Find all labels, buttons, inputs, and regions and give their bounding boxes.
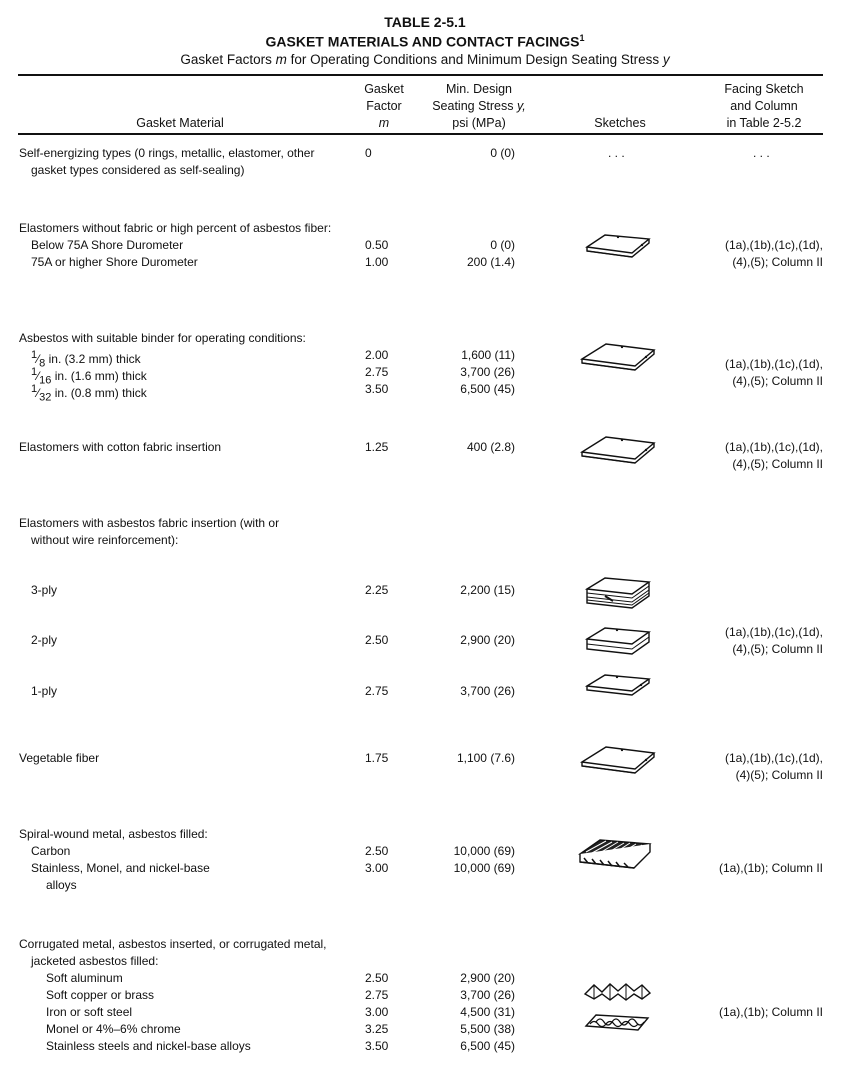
elast-row-2-y: 200 (1.4) xyxy=(466,255,515,269)
corr-row-2-label: Soft copper or brass xyxy=(46,988,155,1002)
corr-facing: (1a),(1b); Column II xyxy=(718,1005,823,1019)
asbfab-line-2: without wire reinforcement): xyxy=(31,533,179,547)
veg-label: Vegetable fiber xyxy=(19,751,100,765)
header-facing-1: Facing Sketch xyxy=(724,82,804,96)
subtitle-mid: for Operating Conditions and Minimum Design Seating Stress xyxy=(286,52,663,67)
asb-row-2-y: 3,700 (26) xyxy=(460,365,515,379)
spiral-row-2-label: Stainless, Monel, and nickel-base xyxy=(31,861,210,875)
table-title xyxy=(0,33,850,50)
asb-row-3-y: 6,500 (45) xyxy=(460,382,515,396)
header-rule xyxy=(18,133,823,135)
asb-row-3-text: in. (0.8 mm) thick xyxy=(51,386,147,400)
spiral-facing: (1a),(1b); Column II xyxy=(718,861,823,875)
self-facing: . . . xyxy=(753,146,770,160)
flat-gasket-sketch xyxy=(585,229,655,261)
asb-row-1-label: $^1⁄_8$ in. (3.2 mm) thick xyxy=(31,349,141,370)
header-facing-3: in Table 2-5.2 xyxy=(726,116,802,130)
asb-row-2-den: 16 xyxy=(39,374,52,387)
asb-row-3-label: $^1⁄_{32}$ in. (0.8 mm) thick xyxy=(31,383,147,404)
footnote-mark: 1 xyxy=(579,33,585,43)
self-y: 0 (0) xyxy=(490,146,515,160)
asb-title: Asbestos with suitable binder for operating conditions: xyxy=(19,331,306,345)
subtitle-m: m xyxy=(275,52,287,67)
asb-facing-1: (1a),(1b),(1c),(1d), xyxy=(724,357,823,371)
asbfab-row-1-y: 2,200 (15) xyxy=(460,583,515,597)
header-factor-1: Gasket xyxy=(364,82,404,96)
asb-row-2-label: $^1⁄_{16}$ in. (1.6 mm) thick xyxy=(31,366,147,387)
veg-facing-2: (4)(5); Column II xyxy=(735,768,823,782)
header-stress-2-y: y, xyxy=(516,99,526,113)
header-material: Gasket Material xyxy=(136,116,224,130)
veg-m: 1.75 xyxy=(365,751,389,765)
asb-row-3-den: 32 xyxy=(39,391,52,404)
header-factor-2: Factor xyxy=(366,99,402,113)
corr-row-5-y: 6,500 (45) xyxy=(460,1039,515,1053)
cotton-facing-1: (1a),(1b),(1c),(1d), xyxy=(724,440,823,454)
asbfab-facing-1: (1a),(1b),(1c),(1d), xyxy=(724,625,823,639)
spiral-wound-gasket-sketch xyxy=(578,834,660,872)
header-facing-2: and Column xyxy=(730,99,798,113)
table-subtitle xyxy=(0,52,850,67)
self-m: 0 xyxy=(365,146,372,160)
asb-row-2-m: 2.75 xyxy=(365,365,389,379)
asbfab-row-3-y: 3,700 (26) xyxy=(460,684,515,698)
asb-row-2-num: 1 xyxy=(31,366,38,378)
asb-row-1-num: 1 xyxy=(31,349,38,361)
self-line-2: gasket types considered as self-sealing) xyxy=(31,163,245,177)
asbfab-row-2-label: 2-ply xyxy=(31,633,58,647)
spiral-row-1-label: Carbon xyxy=(31,844,71,858)
header-stress-2 xyxy=(420,98,538,114)
corr-row-3-label: Iron or soft steel xyxy=(46,1005,133,1019)
corr-row-3-y: 4,500 (31) xyxy=(460,1005,515,1019)
asbfab-row-1-m: 2.25 xyxy=(365,583,389,597)
table-number: TABLE 2-5.1 xyxy=(384,14,466,30)
corr-row-5-label: Stainless steels and nickel-base alloys xyxy=(46,1039,251,1053)
asbfab-row-1-label: 3-ply xyxy=(31,583,58,597)
subtitle-pre: Gasket Factors xyxy=(180,52,276,67)
corr-line-2: jacketed asbestos filled: xyxy=(31,954,159,968)
cotton-m: 1.25 xyxy=(365,440,389,454)
veg-y: 1,100 (7.6) xyxy=(456,751,515,765)
subtitle-y: y xyxy=(662,52,670,67)
corr-row-4-y: 5,500 (38) xyxy=(460,1022,515,1036)
corr-row-1-m: 2.50 xyxy=(365,971,389,985)
asbfab-row-2-m: 2.50 xyxy=(365,633,389,647)
table-title-text: GASKET MATERIALS AND CONTACT FACINGS xyxy=(265,33,580,50)
elast-title: Elastomers without fabric or high percent of asbestos fiber: xyxy=(19,221,332,235)
self-sketch: . . . xyxy=(608,146,625,160)
elast-row-1-label: Below 75A Shore Durometer xyxy=(31,238,184,252)
asb-row-2-text: in. (1.6 mm) thick xyxy=(51,369,147,383)
corr-line-1: Corrugated metal, asbestos inserted, or corrugated metal, xyxy=(19,937,327,951)
corrugated-gasket-sketch xyxy=(582,980,654,1004)
asb-row-1-y: 1,600 (11) xyxy=(461,348,515,362)
header-stress-1: Min. Design xyxy=(446,82,512,96)
spiral-row-1-m: 2.50 xyxy=(365,844,389,858)
spiral-row-2-y: 10,000 (69) xyxy=(453,861,515,875)
spiral-row-2-cont: alloys xyxy=(46,878,77,892)
asbfab-row-2-y: 2,900 (20) xyxy=(460,633,515,647)
elast-row-2-label: 75A or higher Shore Durometer xyxy=(31,255,198,269)
two-ply-gasket-sketch xyxy=(585,625,655,657)
jacketed-corrugated-gasket-sketch xyxy=(582,1010,654,1034)
elast-facing-2: (4),(5); Column II xyxy=(732,255,823,269)
corr-row-4-label: Monel or 4%–6% chrome xyxy=(46,1022,181,1036)
corr-row-1-label: Soft aluminum xyxy=(46,971,123,985)
corr-row-1-y: 2,900 (20) xyxy=(460,971,515,985)
asb-row-1-m: 2.00 xyxy=(365,348,389,362)
spiral-row-1-y: 10,000 (69) xyxy=(453,844,515,858)
veg-facing-1: (1a),(1b),(1c),(1d), xyxy=(724,751,823,765)
corr-row-3-m: 3.00 xyxy=(365,1005,389,1019)
cotton-y: 400 (2.8) xyxy=(466,440,515,454)
asb-row-1-text: in. (3.2 mm) thick xyxy=(45,352,141,366)
spiral-title: Spiral-wound metal, asbestos filled: xyxy=(19,827,208,841)
corr-row-4-m: 3.25 xyxy=(365,1022,389,1036)
elast-facing-1: (1a),(1b),(1c),(1d), xyxy=(724,238,823,252)
asbfab-row-3-m: 2.75 xyxy=(365,684,389,698)
asb-facing-2: (4),(5); Column II xyxy=(732,374,823,388)
cotton-label: Elastomers with cotton fabric insertion xyxy=(19,440,222,454)
spiral-row-2-m: 3.00 xyxy=(365,861,389,875)
header-factor-3: m xyxy=(378,116,390,130)
flat-gasket-sketch xyxy=(580,433,660,467)
corr-row-2-y: 3,700 (26) xyxy=(460,988,515,1002)
three-ply-gasket-sketch xyxy=(585,575,655,611)
flat-gasket-sketch xyxy=(580,340,660,374)
asb-row-1-den: 8 xyxy=(39,357,46,370)
elast-row-1-m: 0.50 xyxy=(365,238,389,252)
header-stress-3: psi (MPa) xyxy=(452,116,506,130)
asbfab-row-3-label: 1-ply xyxy=(31,684,58,698)
self-line-1: Self-energizing types (0 rings, metallic, elastomer, other xyxy=(19,146,315,160)
asbfab-line-1: Elastomers with asbestos fabric insertion (with or xyxy=(19,516,280,530)
header-stress-2-text: Seating Stress xyxy=(432,99,514,113)
asb-row-3-m: 3.50 xyxy=(365,382,389,396)
elast-row-2-m: 1.00 xyxy=(365,255,389,269)
header-sketches: Sketches xyxy=(594,116,646,130)
top-rule xyxy=(18,74,823,76)
flat-gasket-sketch xyxy=(580,743,660,777)
elast-row-1-y: 0 (0) xyxy=(490,238,515,252)
corr-row-5-m: 3.50 xyxy=(365,1039,389,1053)
asb-row-3-num: 1 xyxy=(31,383,38,395)
cotton-facing-2: (4),(5); Column II xyxy=(732,457,823,471)
asbfab-facing-2: (4),(5); Column II xyxy=(732,642,823,656)
corr-row-2-m: 2.75 xyxy=(365,988,389,1002)
one-ply-gasket-sketch xyxy=(585,672,655,700)
